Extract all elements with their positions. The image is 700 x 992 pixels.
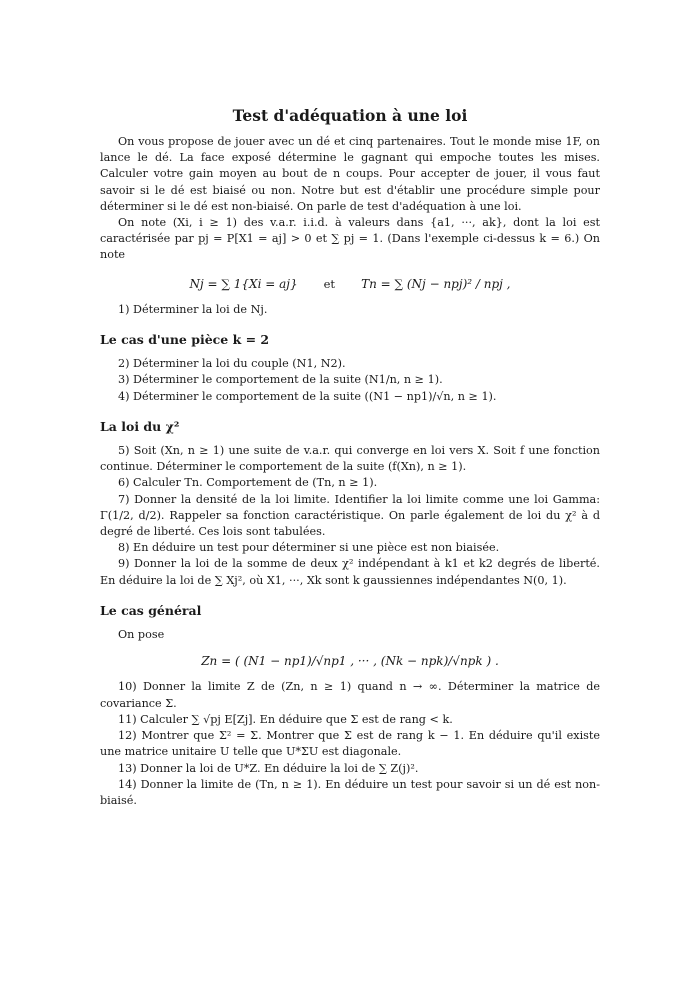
question-14: 14) Donner la limite de (Tn, n ≥ 1). En déduire un test pour savoir si un dé est non-biaisé. xyxy=(100,777,600,807)
document-title: Test d'adéquation à une loi xyxy=(232,106,468,125)
question-6: 6) Calculer Tn. Comportement de (Tn, n ≥ 1). xyxy=(118,476,378,490)
section-heading-chi2: La loi du χ² xyxy=(100,418,180,434)
intro-paragraph-2: On note (Xi, i ≥ 1) des v.a.r. i.i.d. à valeurs dans {a1, ···, ak}, dont la loi est caractérisée par pj = P[X1 = aj] > 0 et ∑ pj = 1. (Dans l'exemple ci-dessus k = 6.) On note xyxy=(100,216,600,262)
question-11: 11) Calculer ∑ √pj E[Zj]. En déduire que Σ est de rang < k. xyxy=(118,712,453,726)
document-body xyxy=(100,134,600,809)
display-formula xyxy=(100,276,600,292)
intro-paragraph-1: On vous propose de jouer avec un dé et cinq partenaires. Tout le monde mise 1F, on lance le dé. La face exposé détermine le gagnant qui empoche toutes les mises. Calculer votre gain moyen au bout de n coups. Pour accepter de jouer, il vous faut savoir si le dé est biaisé ou non. Notre but est d'établir une procédure simple pour déterminer si le dé est non-biaisé. On parle de test d'adéquation à une loi. xyxy=(100,135,600,213)
question-2: 2) Déterminer la loi du couple (N1, N2). xyxy=(118,357,346,371)
question-5: 5) Soit (Xn, n ≥ 1) une suite de v.a.r. qui converge en loi vers X. Soit f une fonction continue. Déterminer le comportement de la suite (f(Xn), n ≥ 1). xyxy=(100,444,600,474)
question-1: 1) Déterminer la loi de Nj. xyxy=(118,302,268,316)
formula-nj: Nj = ∑ 1{Xi = aj} xyxy=(189,276,298,291)
formula-tn: Tn = ∑ (Nj − npj)² / npj , xyxy=(361,276,511,291)
question-13: 13) Donner la loi de U*Z. En déduire la loi de ∑ Z(j)². xyxy=(118,761,419,775)
formula-zn: Zn = ( (N1 − np1)/√np1 , ··· , (Nk − npk)/√npk ) . xyxy=(201,654,499,669)
section-heading-piece: Le cas d'une pièce k = 2 xyxy=(100,332,270,348)
display-formula-zn xyxy=(100,653,600,669)
question-9: 9) Donner la loi de la somme de deux χ² indépendant à k1 et k2 degrés de liberté. En déduire la loi de ∑ Xj², où X1, ···, Xk sont k gaussiennes indépendantes N(0, 1). xyxy=(100,557,600,587)
formula-connector: et xyxy=(323,276,336,291)
question-7: 7) Donner la densité de la loi limite. Identifier la loi limite comme une loi Gamma: Γ(1/2, d/2). Rappeler sa fonction caractéristique. On parle également de loi du χ² à d degré de liberté. Ces lois sont tabulées. xyxy=(100,492,600,539)
question-4: 4) Déterminer le comportement de la suite ((N1 − np1)/√n, n ≥ 1). xyxy=(118,389,497,403)
general-intro: On pose xyxy=(118,628,165,642)
section-heading-general: Le cas général xyxy=(100,602,202,618)
question-12: 12) Montrer que Σ² = Σ. Montrer que Σ est de rang k − 1. En déduire qu'il existe une matrice unitaire U telle que U*ΣU est diagonale. xyxy=(100,729,600,759)
question-3: 3) Déterminer le comportement de la suite (N1/n, n ≥ 1). xyxy=(118,373,443,387)
question-10: 10) Donner la limite Z de (Zn, n ≥ 1) quand n → ∞. Déterminer la matrice de covariance Σ. xyxy=(100,680,600,710)
question-8: 8) En déduire un test pour déterminer si une pièce est non biaisée. xyxy=(118,541,500,555)
